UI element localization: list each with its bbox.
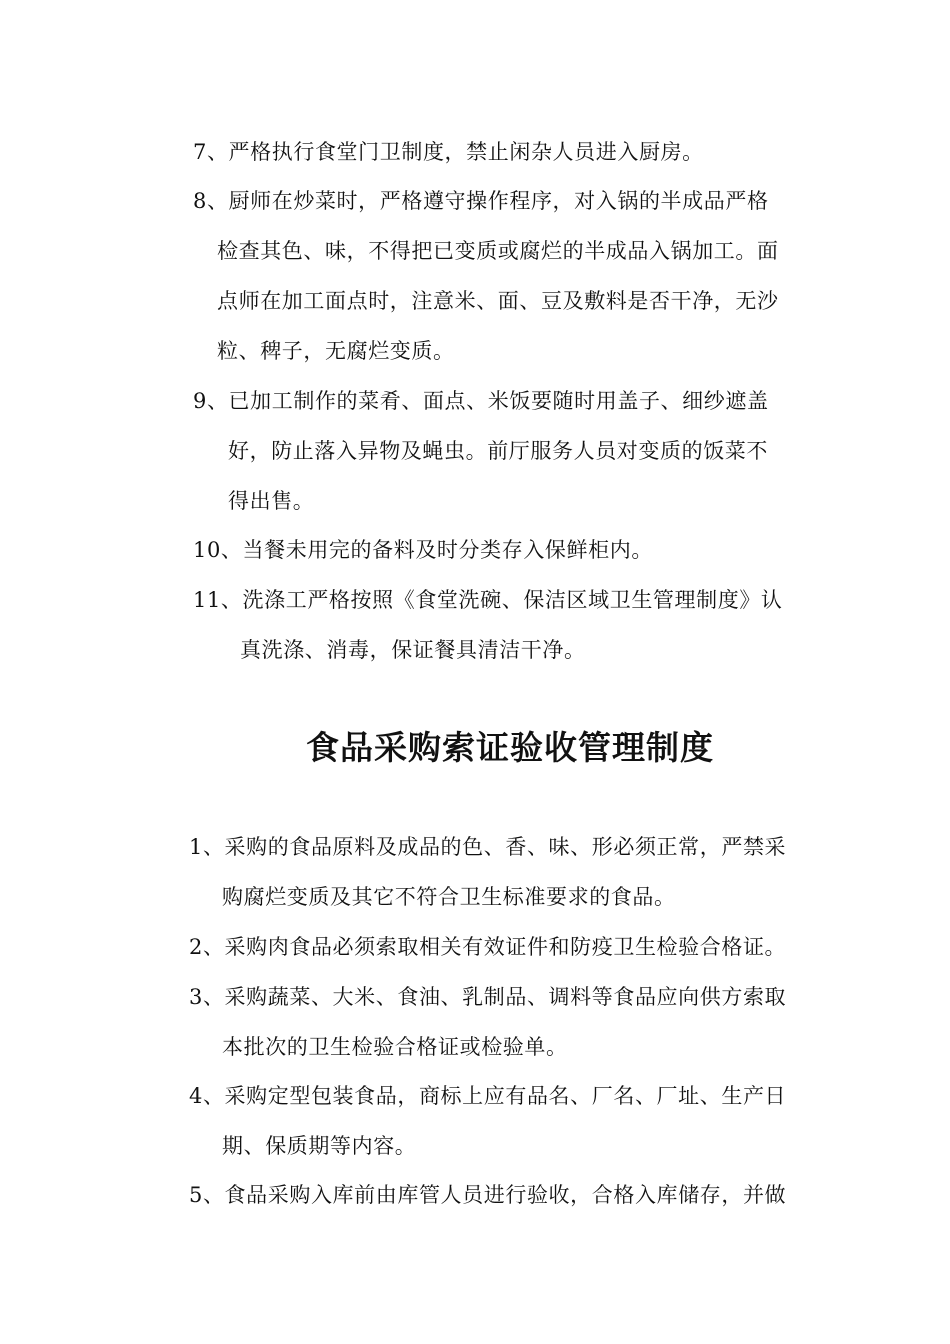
list-item-1-line-2: 购腐烂变质及其它不符合卫生标准要求的食品。 — [222, 885, 676, 909]
list-item-1: 1、采购的食品原料及成品的色、香、味、形必须正常，严禁采 — [189, 835, 787, 859]
list-item-5: 5、食品采购入库前由库管人员进行验收，合格入库储存，并做 — [189, 1183, 787, 1207]
section-title: 食品采购索证验收管理制度 — [306, 728, 714, 767]
list-item-8-line-2: 检查其色、味，不得把已变质或腐烂的半成品入锅加工。面 — [217, 239, 779, 263]
list-item-3-line-2: 本批次的卫生检验合格证或检验单。 — [222, 1035, 568, 1059]
list-item-8: 8、厨师在炒菜时，严格遵守操作程序，对入锅的半成品严格 — [193, 189, 769, 213]
list-item-4-line-2: 期、保质期等内容。 — [222, 1134, 417, 1158]
list-item-10: 10、当餐未用完的备料及时分类存入保鲜柜内。 — [193, 538, 653, 562]
list-item-11: 11、洗涤工严格按照《食堂洗碗、保洁区域卫生管理制度》认 — [193, 588, 783, 612]
list-item-9-line-2: 好，防止落入异物及蝇虫。前厅服务人员对变质的饭菜不 — [228, 439, 768, 463]
list-item-11-line-2: 真洗涤、消毒，保证餐具清洁干净。 — [240, 638, 586, 662]
list-item-9: 9、已加工制作的菜肴、面点、米饭要随时用盖子、细纱遮盖 — [193, 389, 769, 413]
list-item-3: 3、采购蔬菜、大米、食油、乳制品、调料等食品应向供方索取 — [189, 985, 787, 1009]
list-item-4: 4、采购定型包装食品，商标上应有品名、厂名、厂址、生产日 — [189, 1084, 787, 1108]
list-item-2: 2、采购肉食品必须索取相关有效证件和防疫卫生检验合格证。 — [189, 935, 787, 959]
list-item-9-line-3: 得出售。 — [228, 489, 315, 513]
list-item-7: 7、严格执行食堂门卫制度，禁止闲杂人员进入厨房。 — [193, 140, 704, 164]
list-item-8-line-4: 粒、稗子，无腐烂变质。 — [217, 339, 455, 363]
list-item-8-line-3: 点师在加工面点时，注意米、面、豆及敷料是否干净，无沙 — [217, 289, 779, 313]
